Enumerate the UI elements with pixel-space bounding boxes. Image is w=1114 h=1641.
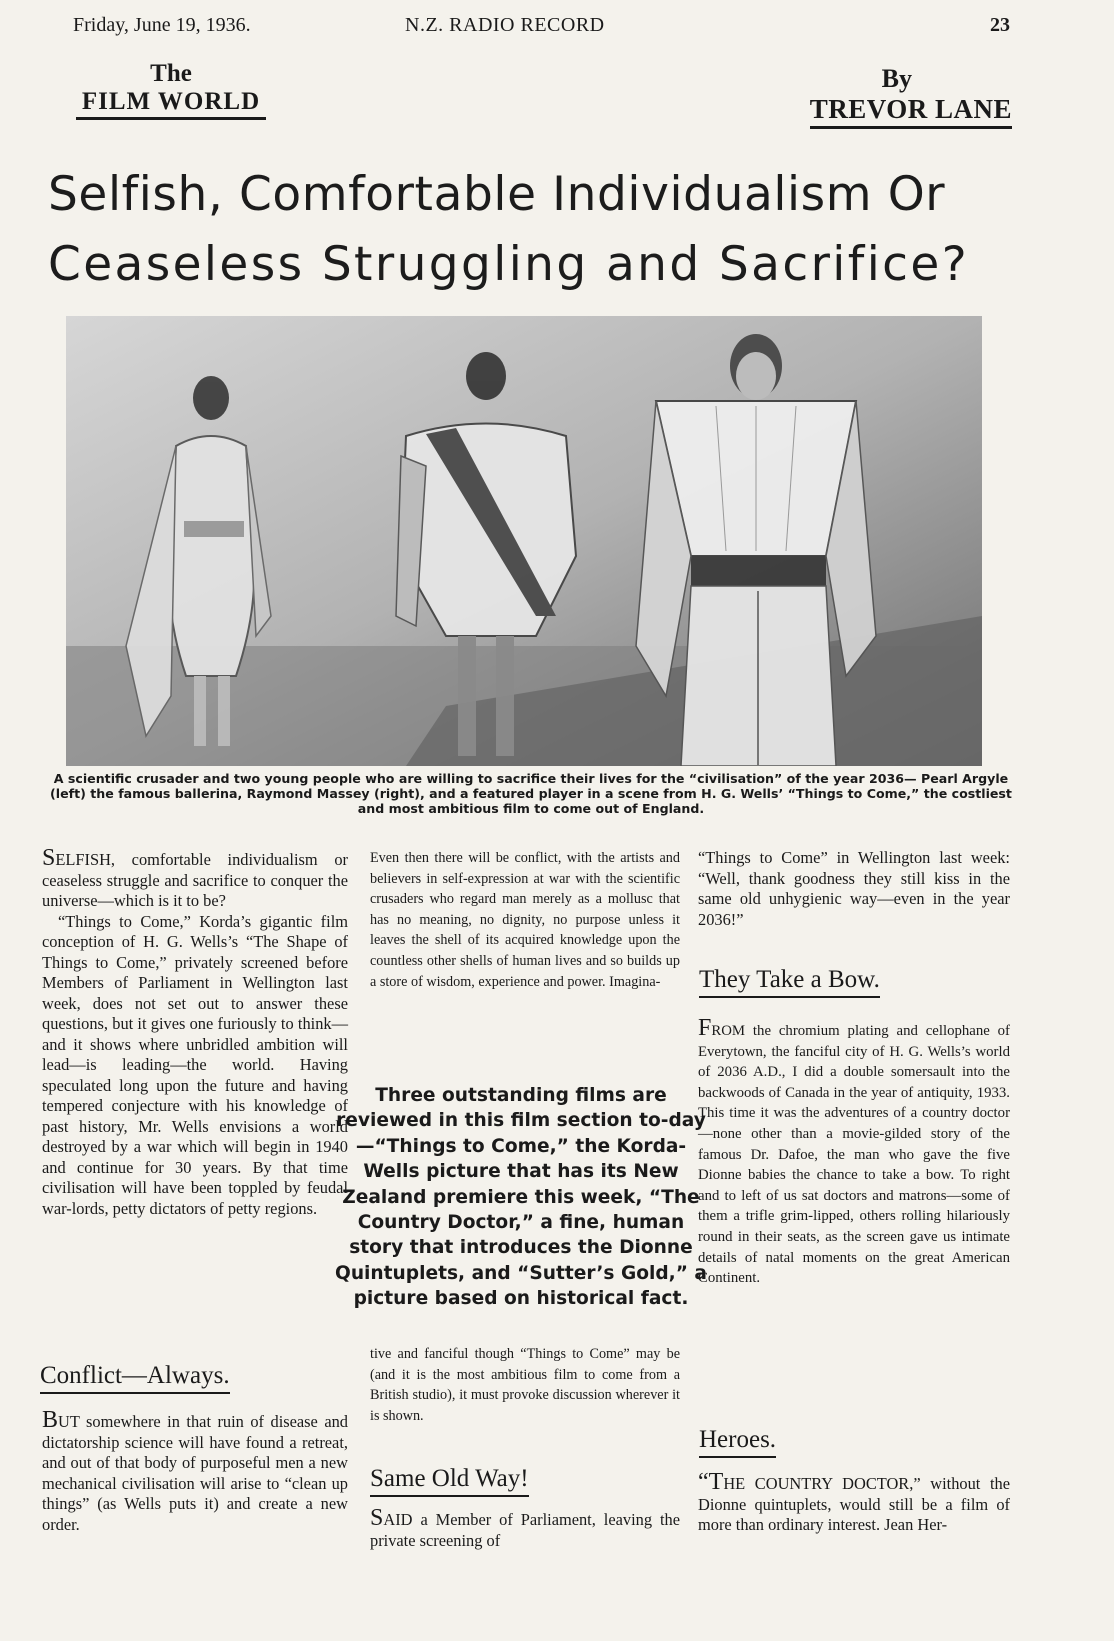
subheading-same-old-way: Same Old Way! [370, 1465, 529, 1497]
callout-box: Three outstanding films are reviewed in this film section to-day—“Things to Come,” the Korda-Wells picture that has its New Zealand premiere this week, “The Country Doctor,” a fine, human story that introduces the Dionne Quintuplets, and “Sutter’s Gold,” a picture based on historical fact. [335, 1085, 707, 1310]
paragraph-text: AID a Member of Parliament, leaving the private screening of [370, 1510, 680, 1550]
paragraph-text: Even then there will be conflict, with the artists and believers in self-expression at war with the scientific crusaders who regard man merely as a mollusc that has no meaning, no dignity, no purpose unless it leaves the shell of its acquired knowledge upon the countless other shells of human lives and so builds up a store of wisdom, experience and power. Imagina- [370, 850, 680, 990]
section-label-name: FILM WORLD [76, 88, 266, 120]
subheading-they-take-a-bow: They Take a Bow. [699, 966, 880, 998]
paragraph [698, 1469, 1010, 1536]
paragraph [698, 1015, 1010, 1289]
drop-cap-quote: “ [698, 1469, 709, 1495]
section-label [46, 60, 296, 120]
column-2-top [370, 848, 680, 992]
column-1-bottom [42, 1407, 348, 1535]
drop-cap: F [698, 1015, 712, 1041]
byline [752, 64, 1012, 129]
drop-cap: S [370, 1505, 384, 1531]
headline-line-2: Ceaseless Struggling and Sacrifice? [48, 237, 970, 292]
paragraph-text: ELFISH, comfortable individualism or ceaseless struggle and sacrifice to conquer the universe—which is it to be? [42, 850, 348, 910]
publication-name: N.Z. RADIO RECORD [405, 14, 605, 36]
subheading-conflict: Conflict—Always. [40, 1362, 230, 1394]
column-2-middle [370, 1344, 680, 1426]
issue-date: Friday, June 19, 1936. [73, 14, 251, 36]
headline-line-1: Selfish, Comfortable Individualism Or [48, 167, 946, 222]
section-label-the: The [150, 60, 192, 87]
photo-caption: A scientific crusader and two young people who are willing to sacrifice their lives for the “civilisation” of the year 2036— Pearl Argyle (left) the famous ballerina, Raymond Massey (right), and a featured player in a scene from H. G. Wells’ “Things to Come,” the costliest and most ambitious film to come out of England. [50, 771, 1012, 816]
drop-cap: S [42, 845, 56, 871]
paragraph-text: HE COUNTRY DOCTOR,” without the Dionne quintuplets, would still be a film of more than ordinary interest. Jean Her- [698, 1474, 1010, 1534]
column-2-bottom [370, 1505, 680, 1551]
paragraph [370, 1505, 680, 1551]
column-3-top [698, 848, 1010, 930]
paragraph [42, 1407, 348, 1535]
film-still-photo [66, 316, 982, 766]
paragraph-text: “Things to Come,” Korda’s gigantic film conception of H. G. Wells’s “The Shape of Things to Come,” privately screened before Members of Parliament in Wellington last week, does not set out to answer these questions, but it gives one furiously to think—and it shows where unbridled ambition will lead—is leading—the world. Having speculated long upon the future and having tempered conjecture with his knowledge of past history, Mr. Wells envisions a world destroyed by a war which will begin in 1940 and continue for 30 years. By that time civilisation will have been toppled by feudal war-lords, petty dictators of petty regions. [42, 911, 348, 1218]
page-number: 23 [990, 14, 1010, 36]
paragraph-text: UT somewhere in that ruin of disease and dictatorship science will have found a retreat, and out of that body of purposeful men a new mechanical civilisation will arise to “clean up things” (as Wells puts it) and create a new order. [42, 1412, 348, 1534]
drop-cap: B [42, 1407, 59, 1433]
subheading-heroes: Heroes. [699, 1426, 776, 1458]
paragraph-text: tive and fanciful though “Things to Come” may be (and it is the most ambitious film to come from a British studio), it must provoke discussion wherever it is shown. [370, 1346, 680, 1424]
column-1-top [42, 845, 348, 1219]
byline-by: By [881, 64, 912, 93]
column-3-bottom [698, 1469, 1010, 1536]
column-3-middle [698, 1015, 1010, 1289]
paragraph-text: ROM the chromium plating and cellophane of Everytown, the fanciful city of H. G. Wells’s world of 2036 A.D., I did a double somersault into the backwoods of Canada in the year of antiquity, 1933. This time it was the adventures of a country doctor—none other than a movie-gilded story of the famous Dr. Dafoe, the man who gave the five Dionne babies the chance to take a bow. To right and to left of us sat doctors and matrons—some of them a trifle grim-lipped, others rolling hilariously round in their seats, as the screen gave us intimate details of natal moments on the great American Continent. [698, 1023, 1010, 1287]
drop-cap: T [708, 1469, 724, 1495]
film-still-illustration [66, 316, 982, 766]
headline [48, 160, 1014, 300]
paragraph [42, 845, 348, 912]
byline-author: TREVOR LANE [810, 94, 1012, 129]
paragraph-text: “Things to Come” in Wellington last week: “Well, thank goodness they still kiss in the same old unhygienic way—even in the year 2036!” [698, 848, 1010, 929]
